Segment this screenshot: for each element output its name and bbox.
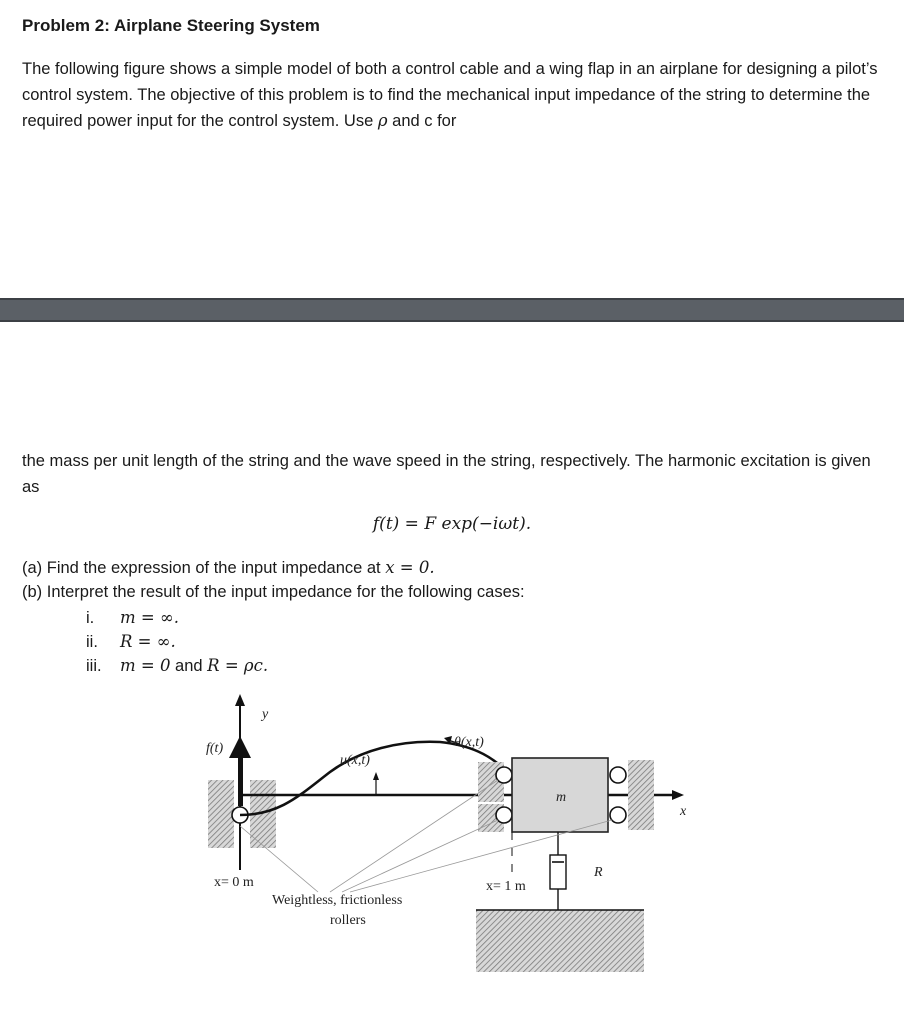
- case-item: [86, 654, 268, 678]
- airplane-steering-figure: [0, 680, 904, 980]
- part-a: [22, 556, 525, 580]
- mass-roller-bottom-right-icon: [610, 807, 626, 823]
- mass-roller-top-left-icon: [496, 767, 512, 783]
- force-label: f(t): [206, 741, 224, 756]
- ground-block: [476, 910, 644, 972]
- left-wall-lower: [208, 780, 234, 848]
- string-curve: [240, 742, 505, 815]
- case-list: [86, 606, 268, 678]
- displacement-arrow-head-icon: [373, 772, 379, 780]
- case-math-2: R = ρc.: [207, 656, 269, 675]
- rollers-label-line1: Weightless, frictionless: [272, 893, 403, 908]
- case-math: m = ∞.: [120, 608, 179, 627]
- case-math: m = 0: [120, 656, 171, 675]
- y-axis-arrow-icon: [235, 694, 245, 706]
- rollers-label-line2: rollers: [330, 913, 366, 928]
- intro-text: The following figure shows a simple model of both a control cable and a wing flap in an airplane for designing a pilot’s control system. The objective of this problem is to find the mechanical input impedance of the string to determine the required power input for the control system. Use: [22, 60, 878, 130]
- mass-roller-top-right-icon: [610, 767, 626, 783]
- rho-symbol: ρ: [377, 111, 388, 130]
- case-item: [86, 630, 268, 654]
- mass-roller-bottom-left-icon: [496, 807, 512, 823]
- damper-label: R: [594, 865, 603, 880]
- case-item: [86, 606, 268, 630]
- leader-line: [342, 820, 498, 892]
- part-a-text: Find the expression of the input impedance at: [46, 559, 386, 577]
- far-right-wall: [628, 760, 654, 830]
- case-number: iii.: [86, 657, 102, 675]
- y-axis-label: y: [262, 707, 269, 722]
- case-number: ii.: [86, 633, 98, 651]
- part-a-math: x = 0.: [385, 558, 435, 577]
- leader-line: [330, 780, 498, 892]
- damper-cylinder: [550, 855, 566, 889]
- continuation-paragraph: the mass per unit length of the string and the wave speed in the string, respectively. The harmonic excitation is given as: [22, 452, 871, 496]
- x0-label: x= 0 m: [214, 875, 254, 890]
- x1-label: x= 1 m: [486, 879, 526, 894]
- excitation-equation: f(t) = F exp(−iωt).: [372, 514, 532, 534]
- intro-paragraph: [22, 56, 882, 134]
- case-and: and: [170, 657, 208, 675]
- problem-title: Problem 2: Airplane Steering System: [22, 16, 320, 35]
- intro-tail: and c for: [392, 112, 457, 130]
- displacement-label: u(x,t): [340, 753, 370, 768]
- case-math: R = ∞.: [120, 632, 176, 651]
- force-arrow-head-icon: [229, 736, 251, 758]
- part-b-label: (b): [22, 583, 43, 601]
- page-divider-bar: [0, 298, 904, 322]
- x-axis-arrow-icon: [672, 790, 684, 800]
- part-b: [22, 580, 525, 604]
- part-a-label: (a): [22, 559, 43, 577]
- angle-label: θ(x,t): [454, 735, 484, 750]
- x-axis-label: x: [680, 804, 687, 819]
- case-number: i.: [86, 609, 95, 627]
- part-b-text: Interpret the result of the input impedance for the following cases:: [46, 583, 525, 601]
- force-arrow-shaft: [238, 756, 243, 806]
- mass-label: m: [556, 790, 567, 805]
- question-parts: [22, 556, 525, 604]
